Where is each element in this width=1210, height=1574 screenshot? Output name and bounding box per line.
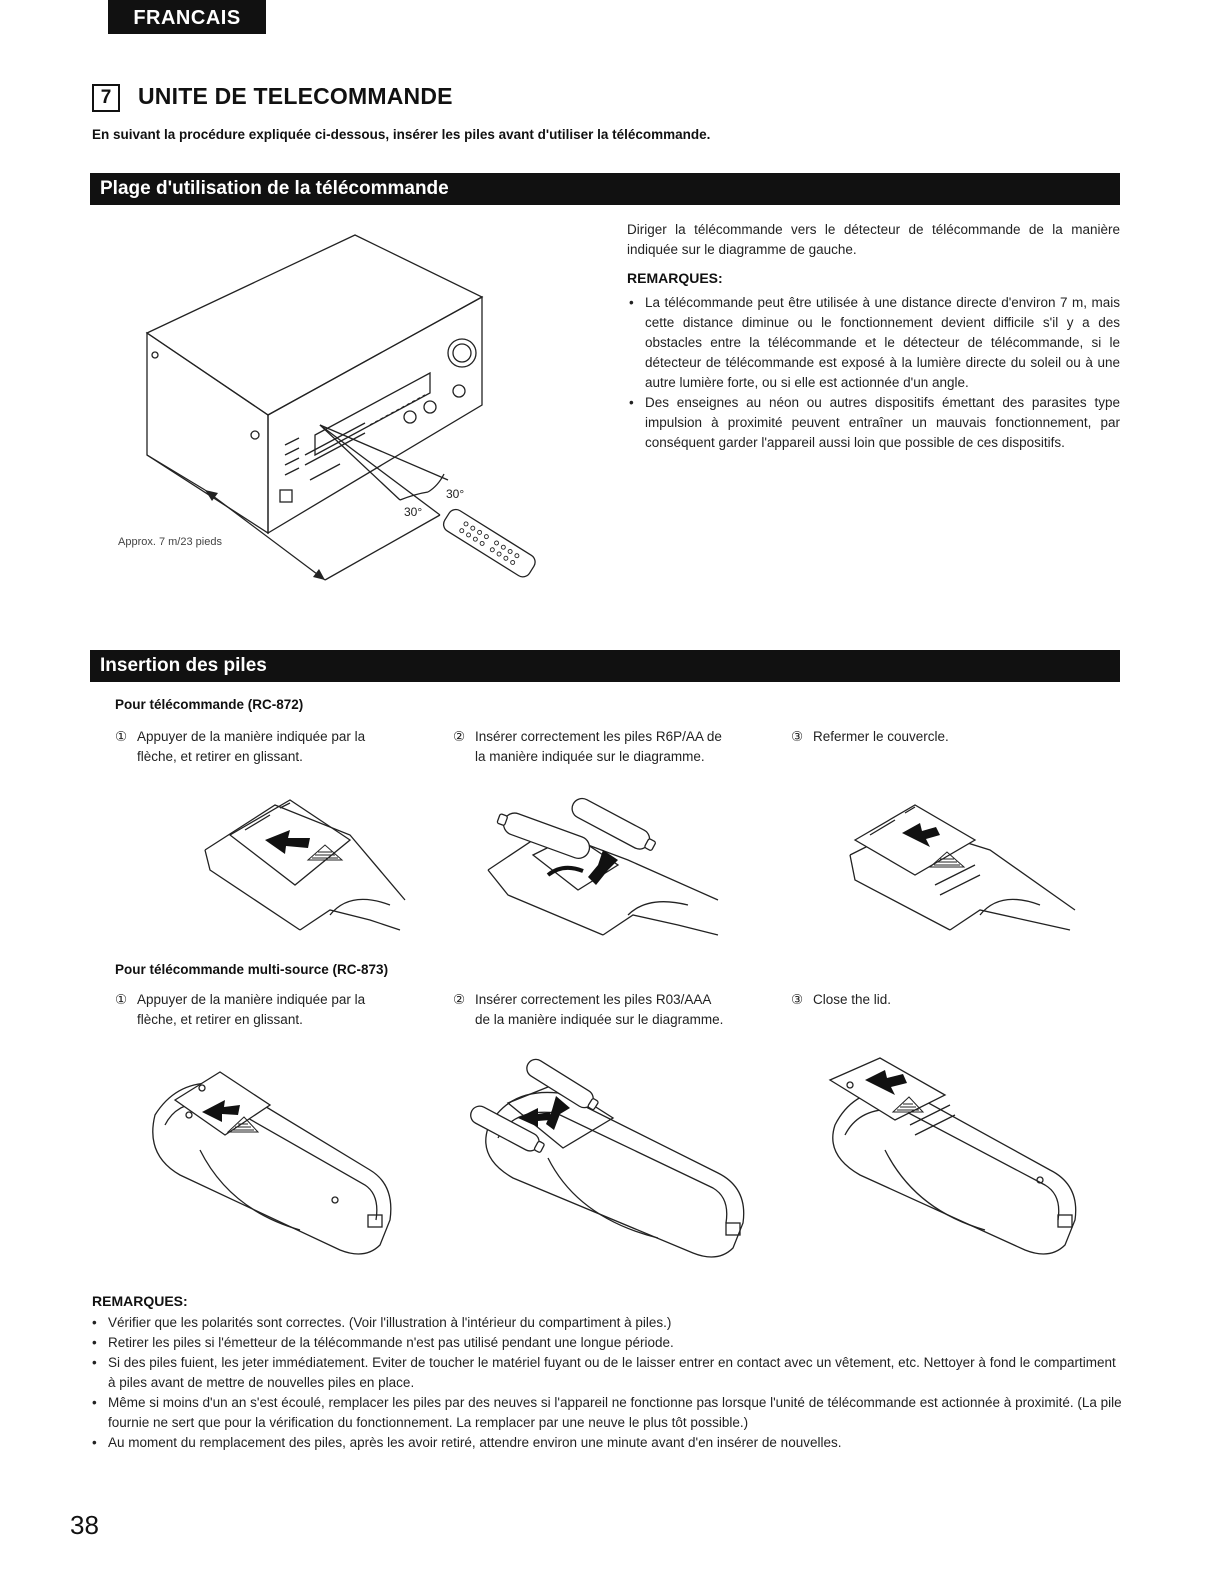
range-description: Diriger la télécommande vers le détecteur de télécommande de la manière indiquée sur le diagramme de gauche. — [627, 222, 1120, 257]
list-item: • Au moment du remplacement des piles, après les avoir retiré, attendre environ une minute avant d'en insérer de nouvelles. — [90, 1433, 1125, 1453]
arrow-icon — [265, 830, 310, 854]
rc873-heading: Pour télécommande multi-source (RC-873) — [115, 962, 389, 977]
rc873-close-lid-illustration — [825, 1050, 1085, 1270]
list-item: • Vérifier que les polarités sont correctes. (Voir l'illustration à l'intérieur du compartiment à piles.) — [90, 1313, 1125, 1333]
list-item: • Même si moins d'un an s'est écoulé, remplacer les piles par des neuves si l'appareil ne fonctionne pas lorsque l'unité de télécommande est actionnée à proximité. (La pile fournie ne sert que pour la vérification du fonctionnement. La remplacer par une neuve le plus tôt possible.) — [90, 1393, 1125, 1433]
rc872-open-lid-illustration — [190, 790, 410, 940]
battery-remarks-list — [90, 1313, 1125, 1453]
rc872-heading: Pour télécommande (RC-872) — [115, 697, 304, 712]
battery-section-bar: Insertion des piles — [90, 650, 1120, 682]
section-number-box: 7 — [92, 84, 120, 112]
rc872-close-lid-illustration — [840, 795, 1080, 945]
range-remarks-list — [627, 293, 1120, 453]
rc872-step-3: ③ Refermer le couvercle. — [791, 729, 949, 744]
distance-label: Approx. 7 m/23 pieds — [118, 536, 222, 548]
rc873-step-1: ① Appuyer de la manière indiquée par la flèche, et retirer en glissant. — [115, 992, 366, 1027]
language-tab: FRANCAIS — [108, 0, 266, 34]
list-item: • Si des piles fuient, les jeter immédiatement. Eviter de toucher le matériel fuyant ou de le laisser entrer en contact avec un vêtement, etc. Nettoyer à fond le compartiment à piles avant de mettre de nouvelles piles en place. — [90, 1353, 1125, 1393]
rc873-step-2: ② Insérer correctement les piles R03/AAA de la manière indiquée sur le diagramme. — [453, 992, 724, 1027]
list-item: • Retirer les piles si l'émetteur de la télécommande n'est pas utilisé pendant une longue période. — [90, 1333, 1125, 1353]
angle-label-1: 30° — [446, 487, 465, 501]
range-remarks-heading: REMARQUES: — [627, 270, 723, 286]
rc873-insert-batteries-illustration — [468, 1048, 753, 1273]
list-item: • Des enseignes au néon ou autres dispositifs émettant des parasites type impulsion à proximité peuvent entraîner un mauvais fonctionnement, par conséquent garder l'appareil aussi loin que possible de ces dispositifs. — [627, 393, 1120, 453]
page-number: 38 — [70, 1510, 99, 1540]
angle-label-2: 30° — [404, 505, 423, 519]
receiver-range-diagram — [110, 215, 580, 600]
section-title: UNITE DE TELECOMMANDE — [138, 83, 453, 109]
rc873-open-lid-illustration — [140, 1060, 400, 1270]
rc873-step-3: ③ Close the lid. — [791, 992, 892, 1007]
list-item: • La télécommande peut être utilisée à une distance directe d'environ 7 m, mais cette distance diminue ou le fonctionnement devient difficile s'il y a des obstacles entre la télécommande et le détecteur de télécommande, si le détecteur de télécommande est exposé à la lumière directe du soleil ou à une autre lumière forte, ou si elle est actionnée d'un angle. — [627, 293, 1120, 393]
range-section-bar: Plage d'utilisation de la télécommande — [90, 173, 1120, 205]
intro-text: En suivant la procédure expliquée ci-dessous, insérer les piles avant d'utiliser la télécommande. — [92, 127, 711, 142]
rc872-step-1: ① Appuyer de la manière indiquée par la flèche, et retirer en glissant. — [115, 729, 366, 764]
battery-remarks-heading: REMARQUES: — [92, 1293, 188, 1309]
rc872-insert-batteries-illustration — [478, 785, 723, 945]
rc872-step-2: ② Insérer correctement les piles R6P/AA de la manière indiquée sur le diagramme. — [453, 729, 722, 764]
